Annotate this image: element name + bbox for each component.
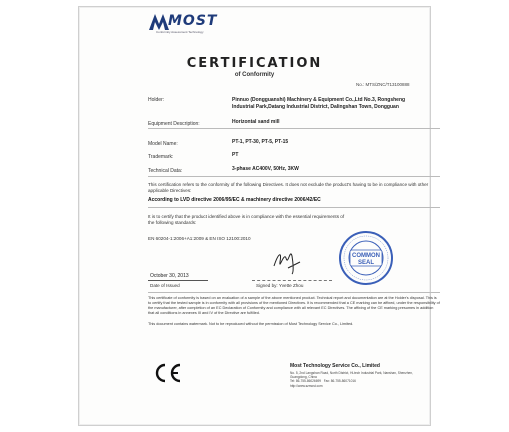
divider [148, 128, 440, 129]
issue-date: October 30, 2013 [150, 273, 189, 279]
holder-label: Holder: [148, 97, 165, 103]
model-value: PT-1, PT-30, PT-5, PT-15 [232, 139, 289, 145]
issue-date-label: Date of Issued [150, 283, 180, 288]
directive-statement: According to LVD directive 2006/95/EC & machinery directive 2006/42/EC [148, 197, 321, 203]
trademark-label: Trademark: [148, 154, 174, 160]
equipment-value: Horizontal sand mill [232, 119, 280, 125]
issuer-address [290, 371, 420, 388]
signed-by-label: Signed by: Yvette Zhou [256, 283, 304, 288]
footer-note: This certificate of conformity is based on an evaluation of a sample of the above mentioned product. Technical report and documentation are at the Holder's disposal. This is to certify that the tested sample is in conformity with all provisions of the mentioned Directives. It is recommended that a CE marking can be affixed, under the responsibility of the manufacturer, after completion of an EC Declaration of Conformity and compliance with all relevant EC Directives. The affixing of the CE marking presumes in addition that all conditions in annexes III and IV of the Directive are fulfilled. [148, 296, 440, 315]
logo-text: MOST [168, 13, 218, 29]
issuer-fax: Fax: 86-755-86071016 [323, 379, 356, 384]
model-label: Model Name: [148, 141, 178, 147]
equipment-label: Equipment Description: [148, 121, 200, 127]
issuer-website: http://www.szmost.com [290, 383, 323, 388]
common-seal-stamp [338, 230, 394, 286]
issuer-tel: Tel: 86-755-86026699 [290, 379, 322, 384]
certificate-number: No.: MTS/ZNC/T13100888 [356, 82, 410, 87]
ce-mark-icon [152, 362, 182, 384]
seal-text-seal: SEAL [357, 260, 375, 266]
technical-data-value: 3-phase AC400V, 50Hz, 3KW [232, 166, 299, 172]
compliance-paragraph: It is to certify that the product identified above is in compliance with the essential requirements of the following standards: [148, 214, 345, 225]
signature-icon [270, 244, 304, 278]
divider [148, 292, 440, 293]
watermark-note: This document contains watermark. Not to be reproduced without the permission of Most Technology Service Co., Limited. [148, 322, 354, 326]
issuer-name: Most Technology Service Co., Limited [290, 363, 380, 369]
seal-text-common: COMMON [352, 253, 380, 259]
logo-subtitle: Conformity Assessment Technology [156, 30, 204, 34]
technical-data-label: Technical Data: [148, 168, 183, 174]
divider [148, 207, 440, 208]
most-logo-icon [149, 14, 169, 30]
divider [148, 176, 440, 177]
standards-list: EN 60204-1:2006+A1:2009 & EN ISO 12100:2010 [148, 236, 251, 241]
holder-value: Pinnuo (Dongguanshi) Machinery & Equipment Co.,Ltd No.3, Rongsheng Industrial Park,Datang Industrial District, Dalingshan Town, Dongguan [232, 97, 406, 110]
certificate-subtitle: of Conformity [234, 72, 275, 78]
signature-underline [252, 280, 332, 281]
date-underline [148, 280, 208, 281]
trademark-value: PT [232, 152, 239, 158]
issuer-street: No. 5, 2nd Langshan Road, North District, Hi-tech Industrial Park, Nanshan, Shenzhen, Guangdong, China [290, 371, 413, 380]
certificate-title: CERTIFICATION [186, 56, 323, 71]
directives-paragraph: This certification refers to the conformity of the following Directives. It does not exclude the product's having to be in compliance with other applicable Directives: [148, 182, 429, 193]
